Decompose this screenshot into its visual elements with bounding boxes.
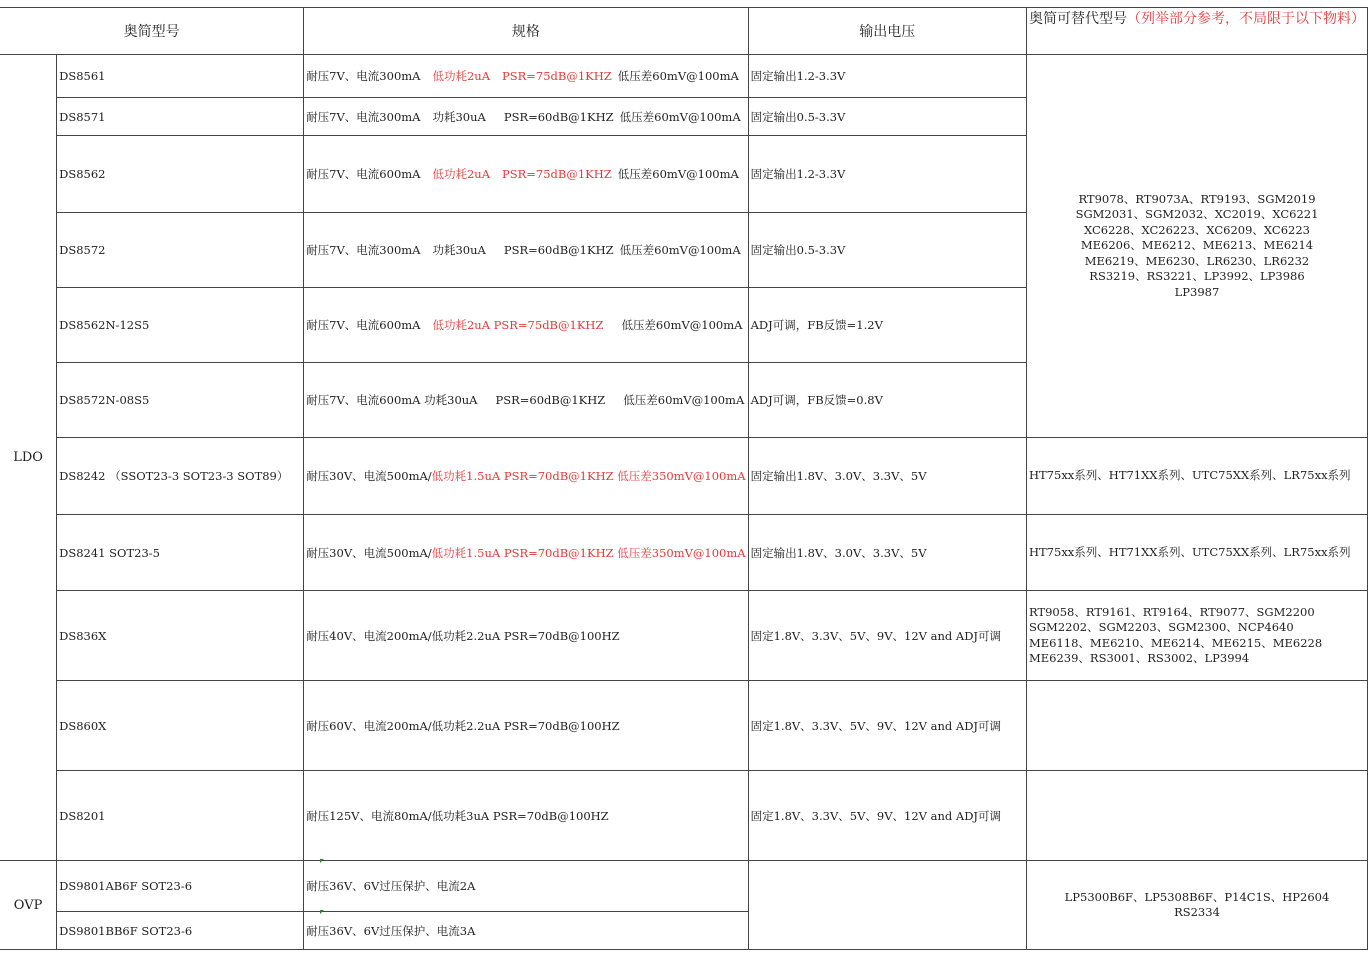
model-cell: DS8572: [57, 213, 304, 288]
vout-cell: 固定输出1.8V、3.0V、3.3V、5V: [748, 515, 1026, 591]
spec-cell: 耐压36V、6V过压保护、电流3A: [304, 912, 748, 950]
model-cell: DS8201: [57, 771, 304, 861]
vout-cell: 固定1.8V、3.3V、5V、9V、12V and ADJ可调: [748, 681, 1026, 771]
spec-cell: 耐压40V、电流200mA/低功耗2.2uA PSR=70dB@100HZ: [304, 591, 748, 681]
model-cell: DS8561: [57, 55, 304, 98]
table-row: [0, 55, 1368, 98]
vout-cell: 固定1.8V、3.3V、5V、9V、12V and ADJ可调: [748, 591, 1026, 681]
alt-cell-ds836x: RT9058、RT9161、RT9164、RT9077、SGM2200 SGM2202、SGM2203、SGM2300、NCP4640 ME6118、ME6210、ME6214、ME6215、ME6228 ME6239、RS3001、RS3002、LP3994: [1026, 591, 1367, 681]
model-cell: DS8572N-08S5: [57, 363, 304, 438]
alt-cell: [1026, 771, 1367, 861]
vout-cell: 固定输出0.5-3.3V: [748, 213, 1026, 288]
model-cell: DS9801BB6F SOT23-6: [57, 912, 304, 950]
cell-comment-marker: [320, 859, 324, 863]
table-row: [0, 438, 1368, 515]
table-row: [0, 861, 1368, 912]
model-cell: DS8562: [57, 136, 304, 213]
alt-cell-ldo-low-voltage: RT9078、RT9073A、RT9193、SGM2019 SGM2031、SGM2032、XC2019、XC6221 XC6228、XC26223、XC6209、XC6223 ME6206、ME6212、ME6213、ME6214 ME6219、ME6230、LR6230、LR6232 RS3219、RS3221、LP3992、LP3986 LP3987: [1026, 55, 1367, 438]
category-ldo: LDO: [0, 55, 57, 861]
spec-cell: 耐压7V、电流600mA 低功耗2uA PSR=75dB@1KHZ 低压差60mV@100mA: [304, 136, 748, 213]
header-spec: 规格: [304, 8, 748, 55]
model-cell: DS9801AB6F SOT23-6: [57, 861, 304, 912]
vout-cell: 固定输出1.2-3.3V: [748, 136, 1026, 213]
header-alt-note: （列举部分参考，不局限于以下物料）: [1126, 11, 1365, 27]
spec-cell: 耐压7V、电流600mA 功耗30uA PSR=60dB@1KHZ 低压差60mV@100mA: [304, 363, 748, 438]
spec-cell: 耐压7V、电流300mA 功耗30uA PSR=60dB@1KHZ 低压差60mV@100mA: [304, 213, 748, 288]
spec-cell: 耐压7V、电流600mA 低功耗2uA PSR=75dB@1KHZ 低压差60mV@100mA: [304, 288, 748, 363]
table-row: [0, 681, 1368, 771]
table-row: [0, 771, 1368, 861]
alt-cell: HT75xx系列、HT71XX系列、UTC75XX系列、LR75xx系列: [1026, 438, 1367, 515]
alt-cell: [1026, 681, 1367, 771]
spec-cell: 耐压30V、电流500mA/低功耗1.5uA PSR=70dB@1KHZ 低压差350mV@100mA: [304, 438, 748, 515]
model-cell: DS836X: [57, 591, 304, 681]
vout-cell: 固定输出1.2-3.3V: [748, 55, 1026, 98]
cell-comment-marker: [320, 910, 324, 914]
spec-cell: 耐压60V、电流200mA/低功耗2.2uA PSR=70dB@100HZ: [304, 681, 748, 771]
model-cell: DS8571: [57, 98, 304, 136]
alt-cell-ovp: LP5300B6F、LP5308B6F、P14C1S、HP2604 RS2334: [1026, 861, 1367, 950]
component-table: [0, 7, 1368, 950]
spec-cell: 耐压7V、电流300mA 低功耗2uA PSR=75dB@1KHZ 低压差60mV@100mA: [304, 55, 748, 98]
header-model: 奥简型号: [0, 8, 304, 55]
alt-cell: HT75xx系列、HT71XX系列、UTC75XX系列、LR75xx系列: [1026, 515, 1367, 591]
vout-cell: ADJ可调，FB反馈=1.2V: [748, 288, 1026, 363]
vout-cell: ADJ可调，FB反馈=0.8V: [748, 363, 1026, 438]
header-vout: 输出电压: [748, 8, 1026, 55]
model-cell: DS8562N-12S5: [57, 288, 304, 363]
category-ovp: OVP: [0, 861, 57, 950]
model-cell: DS860X: [57, 681, 304, 771]
spec-cell: 耐压125V、电流80mA/低功耗3uA PSR=70dB@100HZ: [304, 771, 748, 861]
vout-cell: 固定输出1.8V、3.0V、3.3V、5V: [748, 438, 1026, 515]
header-alt: [1026, 8, 1367, 55]
table-row: [0, 515, 1368, 591]
spec-cell: 耐压7V、电流300mA 功耗30uA PSR=60dB@1KHZ 低压差60mV@100mA: [304, 98, 748, 136]
header-row: [0, 8, 1368, 55]
model-cell: DS8241 SOT23-5: [57, 515, 304, 591]
spec-cell: 耐压30V、电流500mA/低功耗1.5uA PSR=70dB@1KHZ 低压差350mV@100mA: [304, 515, 748, 591]
vout-cell: [748, 861, 1026, 950]
vout-cell: 固定输出0.5-3.3V: [748, 98, 1026, 136]
table-row: [0, 591, 1368, 681]
header-alt-label: 奥简可替代型号: [1028, 11, 1127, 27]
vout-cell: 固定1.8V、3.3V、5V、9V、12V and ADJ可调: [748, 771, 1026, 861]
spec-cell: 耐压36V、6V过压保护、电流2A: [304, 861, 748, 912]
model-cell: DS8242 （SSOT23-3 SOT23-3 SOT89）: [57, 438, 304, 515]
